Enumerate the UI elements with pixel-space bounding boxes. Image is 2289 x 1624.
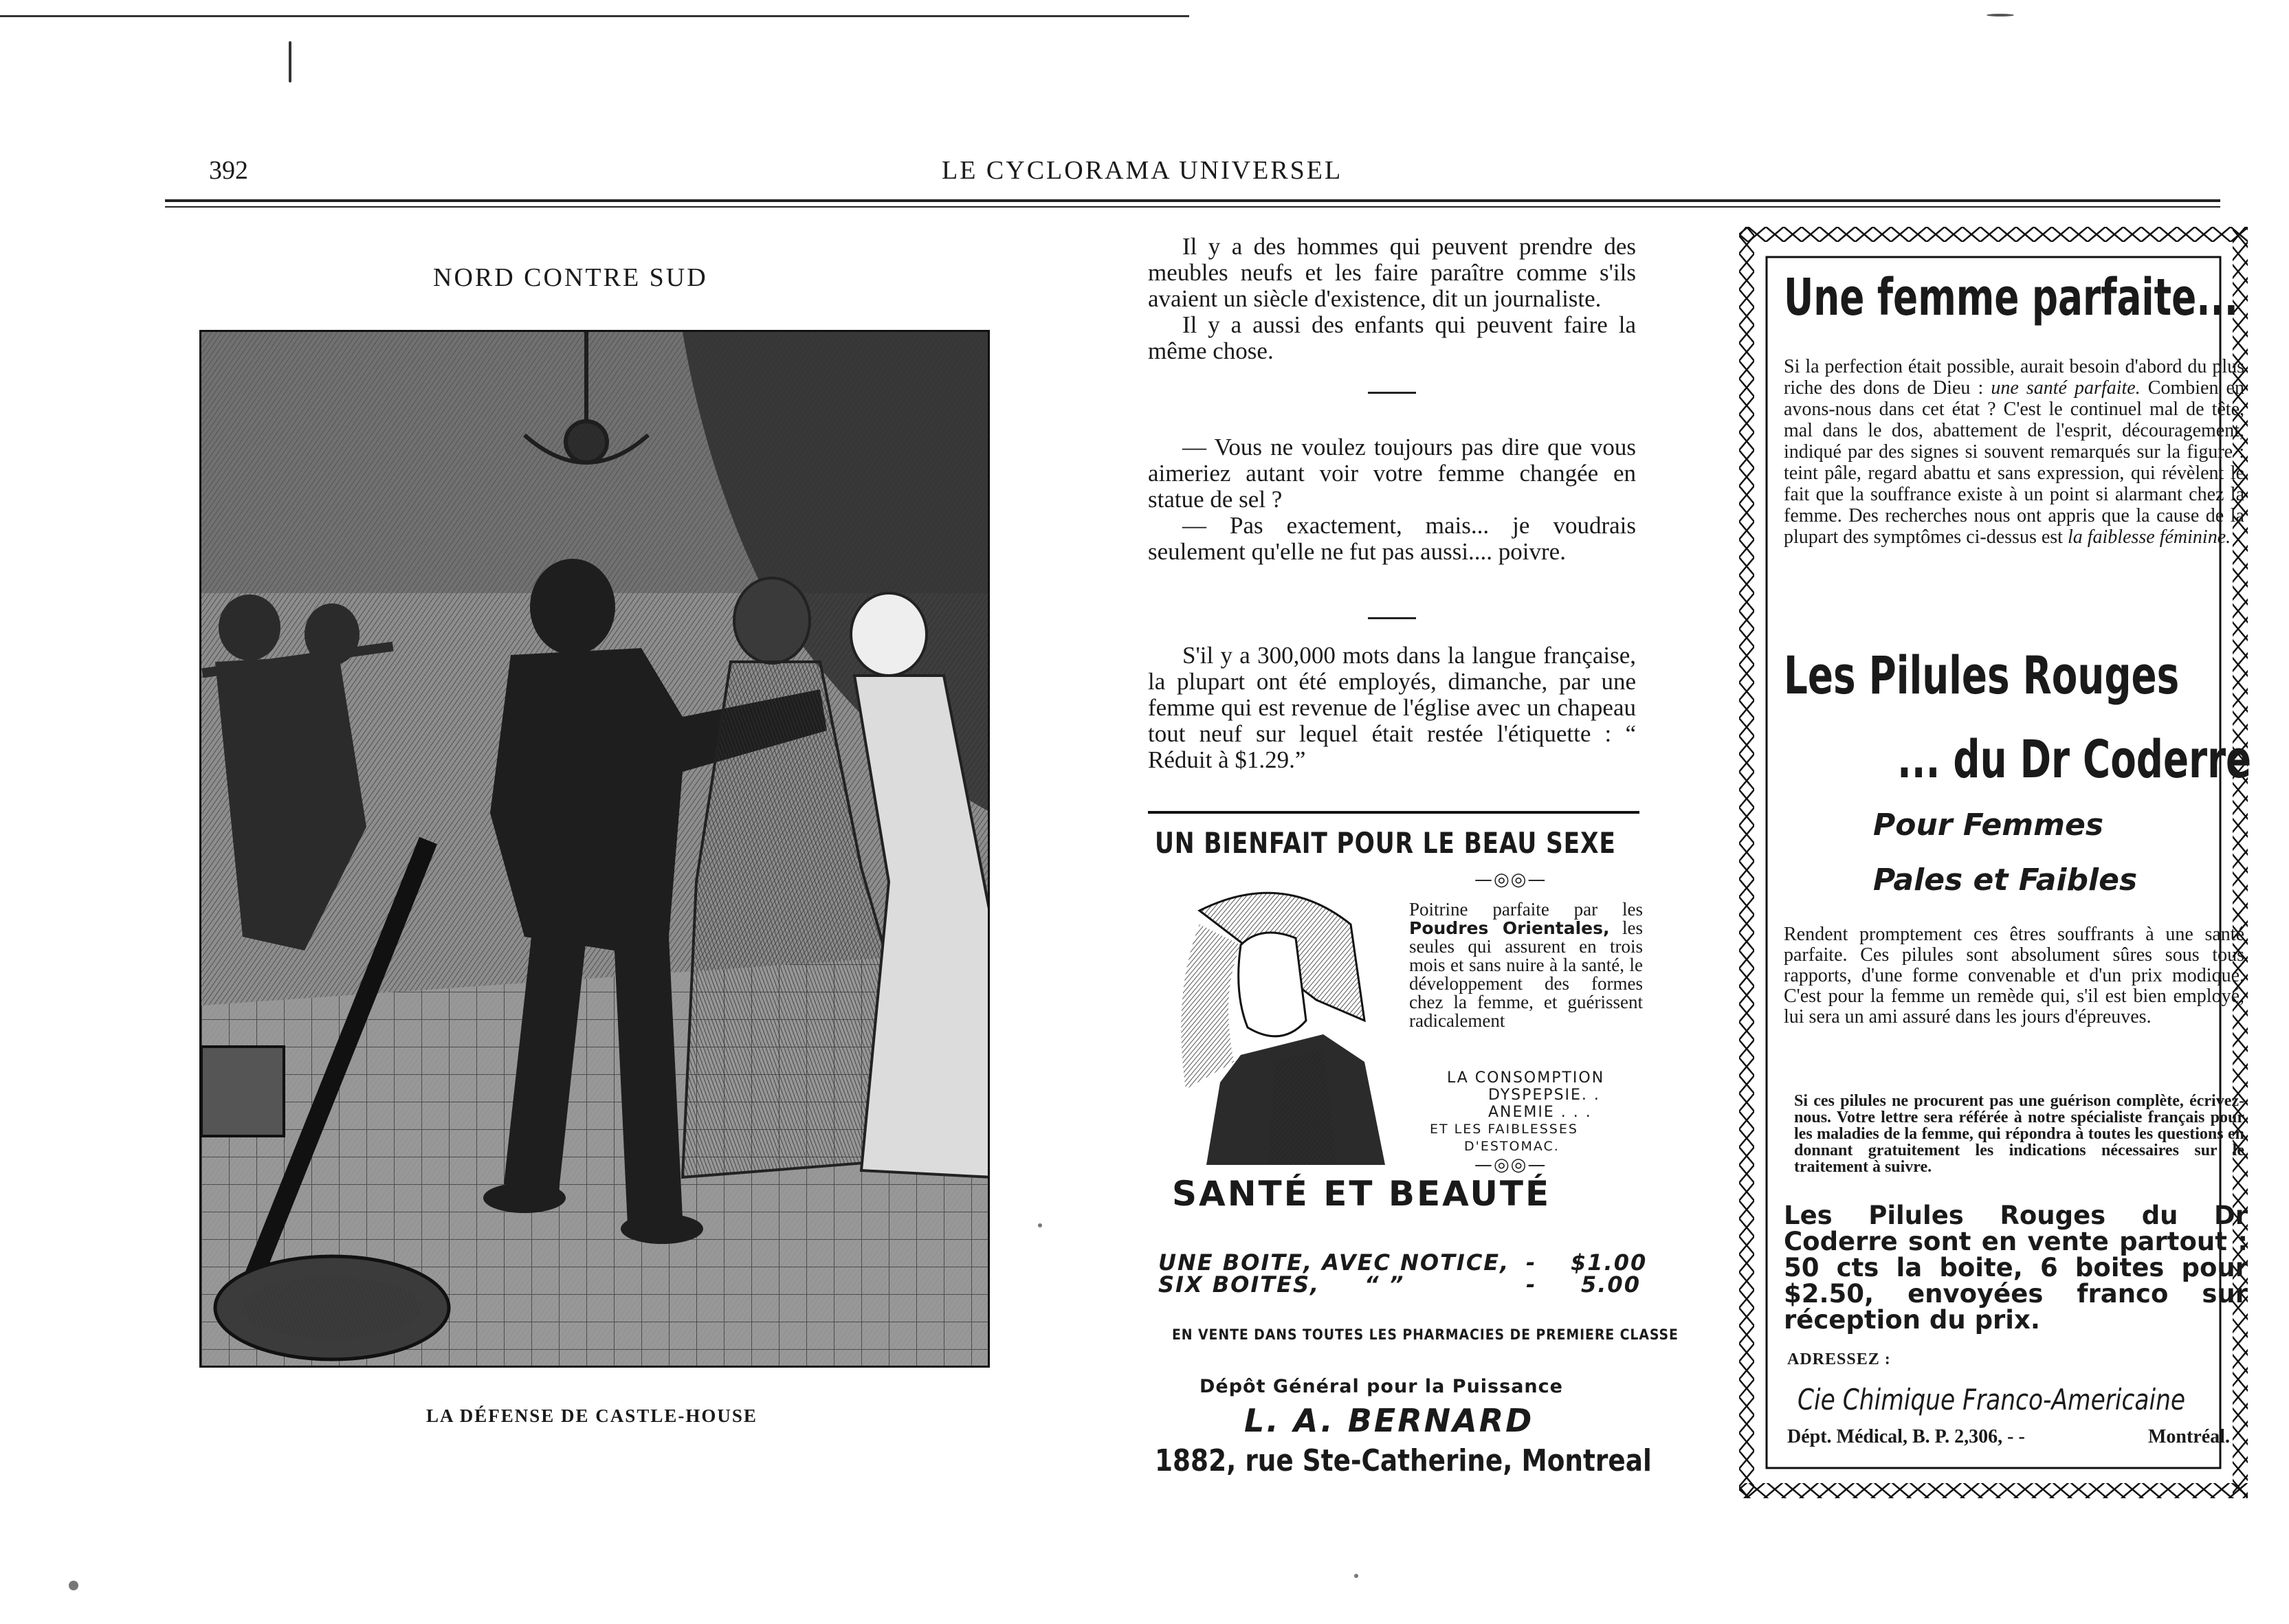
distributor-address: 1882, rue Ste-Catherine, Montreal — [1155, 1443, 1652, 1478]
page-number: 392 — [209, 156, 248, 185]
anecdote-1 — [1148, 234, 1636, 364]
ailment-item: ANEMIE . . . — [1488, 1104, 1592, 1121]
product-title: Les Pilules Rouges — [1784, 645, 2180, 706]
header-rule — [165, 199, 2220, 202]
company-name: Cie Chimique Franco-Americaine — [1798, 1383, 2186, 1416]
pills-intro — [1784, 356, 2244, 548]
illustration-caption: LA DÉFENSE DE CASTLE-HOUSE — [426, 1405, 758, 1426]
pills-advert-title: Une femme parfaite... — [1784, 268, 2239, 327]
product-name: Poudres Orientales, — [1409, 918, 1610, 938]
address-label: ADRESSEZ : — [1787, 1350, 1891, 1368]
ailments-list — [1430, 1069, 1605, 1155]
ailment-item: LA CONSOMPTION — [1447, 1069, 1605, 1087]
intro-emphasis: la faiblesse féminine. — [2067, 526, 2231, 548]
advert-headline: SANTÉ ET BEAUTÉ — [1172, 1174, 1551, 1214]
pills-guarantee: Si ces pilules ne procurent pas une guérison complète, écrivez-nous. Votre lettre sera référée à notre spécialiste français pour les maladies de la femme, qui répondra à toutes les questions en donnant gratuitement les indications nécessaires sur le traitement à suivre. — [1794, 1092, 2244, 1176]
anecdote-2 — [1148, 434, 1636, 565]
flourish-ornament: —◎◎— — [1474, 1155, 1547, 1175]
scan-mark — [289, 41, 291, 82]
price-dash: - — [1526, 1249, 1537, 1276]
paragraph: Il y a aussi des enfants qui peuvent faire la même chose. — [1148, 311, 1636, 364]
scan-speck — [1038, 1223, 1042, 1227]
advert-body-text: les seules qui assurent en trois mois et sans nuire à la santé, le développement des formes chez la femme, et guérissent radicalement — [1409, 917, 1643, 1031]
advert-body-text: Poitrine parfaite par les — [1409, 899, 1643, 920]
paragraph: S'il y a 300,000 mots dans la langue française, la plupart ont été employés, dimanche, par une femme qui est revenue de l'église avec un chapeau tout neuf sur lequel était restée l'étiquette : “ Réduit à $1.29.” — [1148, 642, 1636, 773]
advert-top-rule — [1148, 811, 1639, 814]
advert-title: UN BIENFAIT POUR LE BEAU SEXE — [1155, 826, 1616, 860]
price-label: SIX BOITES, — [1158, 1271, 1320, 1298]
product-subtitle: Pour Femmes — [1873, 808, 2104, 843]
ailment-item: D'ESTOMAC. — [1464, 1139, 1560, 1154]
price-value: 5.00 — [1581, 1271, 1641, 1298]
paragraph: — Vous ne voulez toujours pas dire que vous aimeriez autant voir votre femme changée en statue de sel ? — [1148, 434, 1636, 513]
top-rule — [0, 15, 1189, 17]
engraving-illustration — [199, 330, 990, 1368]
intro-text: Si la perfection était possible, aurait besoin d'abord du plus riche des dons de Dieu : — [1784, 356, 2244, 399]
distributor-name: L. A. BERNARD — [1244, 1402, 1534, 1439]
scan-speck — [69, 1581, 78, 1590]
advert-body — [1409, 900, 1643, 1030]
scan-mark — [1987, 14, 2014, 16]
anecdote-3 — [1148, 643, 1636, 773]
separator — [1368, 392, 1416, 394]
intro-text: Combien en avons-nous dans cet état ? C'est le continuel mal de tête, mal dans le dos, abattement de l'esprit, découragement, indiqué par des signes si souvent remarqués sur la figure : teint pâle, regard abattu et sans expression, qui révèlent le fait que la souffrance existe à un point si alarmant chez la femme. Des recherches nous ont appris que la cause de la plupart des symptômes ci-dessus est — [1784, 377, 2244, 548]
depot-line: Dépôt Général pour la Puissance — [1199, 1376, 1563, 1397]
company-city: Montréal. — [2148, 1426, 2230, 1447]
separator — [1368, 617, 1416, 619]
header-rule-thin — [165, 206, 2220, 208]
product-subtitle: Pales et Faibles — [1873, 863, 2138, 898]
price-value: $1.00 — [1571, 1249, 1648, 1276]
ailment-item: DYSPEPSIE. . — [1488, 1087, 1600, 1104]
price-ditto: “ ” — [1364, 1271, 1405, 1298]
product-title-doctor: ... du Dr Coderre — [1897, 728, 2252, 790]
pills-sale-info: Les Pilules Rouges du Dr Coderre sont en vente partout : 50 cts la boite, 6 boites pour $2.50, envoyées franco sur réception du prix. — [1784, 1201, 2248, 1335]
flourish-ornament: —◎◎— — [1474, 869, 1547, 890]
section-title: NORD CONTRE SUD — [433, 263, 708, 292]
woman-portrait-illustration — [1158, 883, 1399, 1165]
scan-speck — [1354, 1574, 1358, 1578]
price-dash: - — [1526, 1271, 1537, 1298]
ailment-item: ET LES FAIBLESSES — [1430, 1122, 1578, 1137]
paragraph: — Pas exactement, mais... je voudrais seulement qu'elle ne fut pas aussi.... poivre. — [1148, 512, 1636, 565]
intro-emphasis: une santé parfaite. — [1991, 377, 2141, 399]
pills-description: Rendent promptement ces êtres souffrants à une santé parfaite. Ces pilules sont absolument sûres sous tous rapports, d'une forme convenable et d'un prix modique. C'est pour la femme un remède qui, s'il est bien employé, lui sera un ami assuré dans les jours d'épreuves. — [1784, 924, 2244, 1027]
price-row — [1158, 1251, 1510, 1274]
availability-note: EN VENTE DANS TOUTES LES PHARMACIES DE PREMIERE CLASSE — [1172, 1326, 1679, 1343]
running-head: LE CYCLORAMA UNIVERSEL — [942, 156, 1343, 185]
price-label: UNE BOITE, AVEC NOTICE, — [1158, 1249, 1510, 1276]
paragraph: Il y a des hommes qui peuvent prendre des meubles neufs et les faire paraître comme s'ils avaient un siècle d'existence, dit un journaliste. — [1148, 233, 1636, 312]
company-department: Dépt. Médical, B. P. 2,306, - - — [1787, 1426, 2025, 1447]
